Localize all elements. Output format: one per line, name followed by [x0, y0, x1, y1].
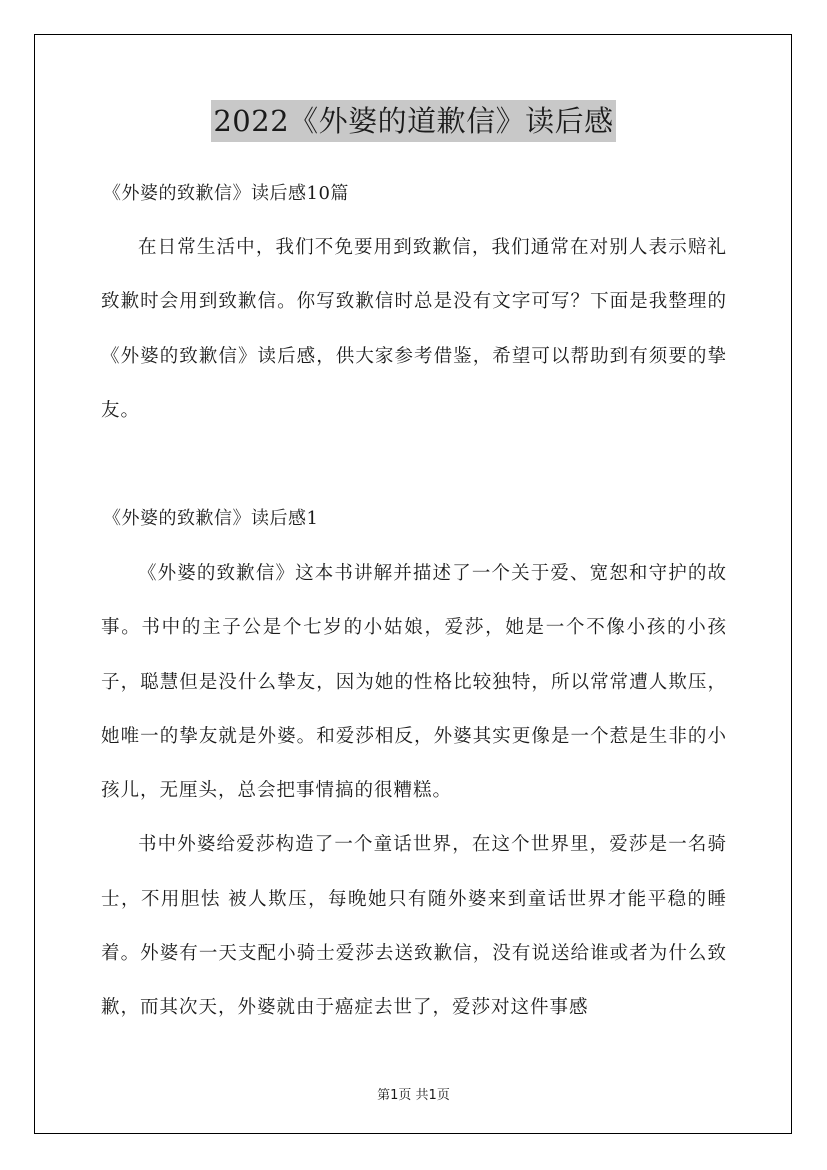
- title-container: [0, 100, 827, 142]
- section-heading-1: 《外婆的致歉信》读后感1: [103, 508, 319, 529]
- body-paragraph-2: 书中外婆给爱莎构造了一个童话世界，在这个世界里，爱莎是一名骑士，不用胆怯 被人欺压，每晚她只有随外婆来到童话世界才能平稳的睡着。外婆有一天支配小骑士爱莎去送致歉信，没有说送给谁或者为什么致歉，而其次天，外婆就由于癌症去世了，爱莎对这件事感: [101, 834, 727, 1019]
- intro-paragraph: 在日常生活中，我们不免要用到致歉信，我们通常在对别人表示赔礼致歉时会用到致歉信。你写致歉信时总是没有文字可写？下面是我整理的《外婆的致歉信》读后感，供大家参考借鉴，希望可以帮助到有须要的挚友。: [101, 237, 727, 421]
- document-title: 2022《外婆的道歉信》读后感: [211, 100, 615, 142]
- body-block: [101, 547, 727, 1036]
- body-paragraph-1: 《外婆的致歉信》这本书讲解并描述了一个关于爱、宽恕和守护的故事。书中的主子公是个七岁的小姑娘，爱莎，她是一个不像小孩的小孩子，聪慧但是没什么挚友，因为她的性格比较独特，所以常常遭人欺压，她唯一的挚友就是外婆。和爱莎相反，外婆其实更像是一个惹是生非的小孩儿，无厘头，总会把事情搞的很糟糕。: [101, 563, 727, 802]
- page-footer: 第1页 共1页: [377, 1088, 450, 1103]
- intro-block: [101, 221, 727, 438]
- section-heading-main: 《外婆的致歉信》读后感10篇: [103, 183, 349, 204]
